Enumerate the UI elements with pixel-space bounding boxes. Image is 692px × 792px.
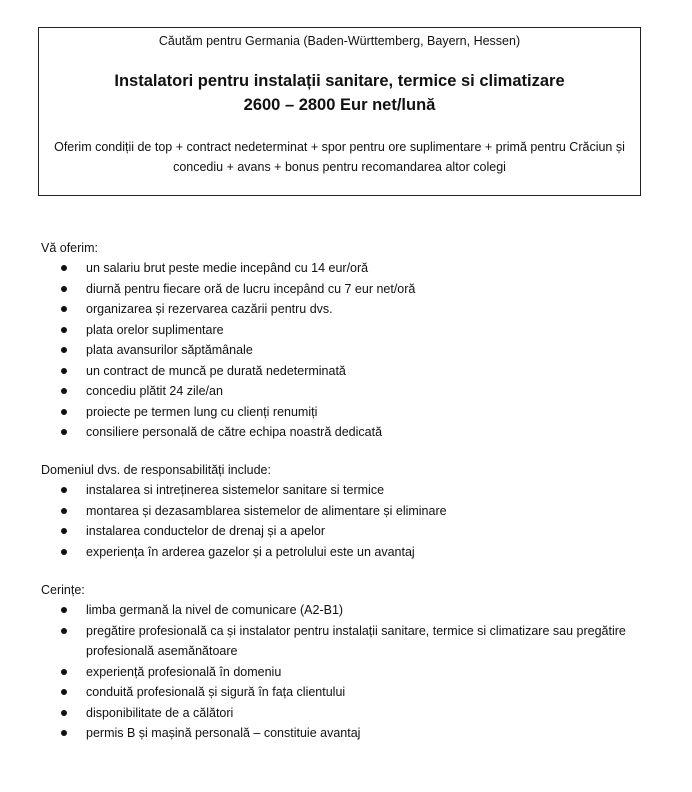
bullet-icon (61, 549, 67, 555)
offer-heading: Vă oferim: (41, 241, 98, 255)
list-item: diurnă pentru fiecare oră de lucru incepând cu 7 eur net/oră (0, 279, 656, 300)
job-title (39, 69, 640, 117)
bullet-icon (61, 347, 67, 353)
list-item: experiență profesională în domeniu (0, 662, 656, 683)
bullet-icon (61, 429, 67, 435)
list-item: consiliere personală de către echipa noastră dedicată (0, 422, 656, 443)
responsibilities-heading: Domeniul dvs. de responsabilități include: (41, 463, 271, 477)
list-item: pregătire profesională ca și instalator pentru instalații sanitare, termice si climatizare sau pregătire profesională asemănătoare (0, 621, 656, 662)
bullet-icon (61, 669, 67, 675)
bullet-icon (61, 508, 67, 514)
list-item: un contract de muncă pe durată nedeterminată (0, 361, 656, 382)
searching-location-line: Căutăm pentru Germania (Baden-Württemberg, Bayern, Hessen) (158, 34, 521, 48)
bullet-icon (61, 306, 67, 312)
job-title-line: Instalatori pentru instalații sanitare, termice si climatizare (114, 72, 565, 90)
bullet-icon (61, 628, 67, 634)
list-item: instalarea si intreținerea sistemelor sanitare si termice (0, 480, 656, 501)
list-item: un salariu brut peste medie incepând cu 14 eur/oră (0, 258, 656, 279)
list-item: plata orelor suplimentare (0, 320, 656, 341)
salary-line: 2600 – 2800 Eur net/lună (243, 96, 436, 114)
list-item: permis B și mașină personală – constituie avantaj (0, 723, 656, 744)
requirements-heading: Cerințe: (41, 583, 85, 597)
bullet-icon (61, 327, 67, 333)
bullet-icon (61, 388, 67, 394)
bullet-icon (61, 487, 67, 493)
bullet-icon (61, 710, 67, 716)
bullet-icon (61, 689, 67, 695)
list-item: disponibilitate de a călători (0, 703, 656, 724)
list-item: experiența în arderea gazelor și a petrolului este un avantaj (0, 542, 656, 563)
list-item: instalarea conductelor de drenaj și a apelor (0, 521, 656, 542)
bullet-icon (61, 730, 67, 736)
list-item: organizarea și rezervarea cazării pentru dvs. (0, 299, 656, 320)
bullet-icon (61, 286, 67, 292)
bullet-icon (61, 265, 67, 271)
offer-list (0, 258, 692, 443)
list-item: montarea și dezasamblarea sistemelor de alimentare și eliminare (0, 501, 656, 522)
responsibilities-list (0, 480, 692, 562)
bullet-icon (61, 528, 67, 534)
bullet-icon (61, 607, 67, 613)
list-item: concediu plătit 24 zile/an (0, 381, 656, 402)
list-item: plata avansurilor săptămânale (0, 340, 656, 361)
offer-summary: Oferim condiții de top + contract nedeterminat + spor pentru ore suplimentare + primă pentru Crăciun și concediu + avans + bonus pentru recomandarea altor colegi (54, 140, 625, 174)
job-header-box (38, 27, 641, 196)
bullet-icon (61, 368, 67, 374)
list-item: proiecte pe termen lung cu clienți renumiți (0, 402, 656, 423)
requirements-list (0, 600, 692, 744)
bullet-icon (61, 409, 67, 415)
list-item: limba germană la nivel de comunicare (A2-B1) (0, 600, 656, 621)
list-item: conduită profesională și sigură în fața clientului (0, 682, 656, 703)
